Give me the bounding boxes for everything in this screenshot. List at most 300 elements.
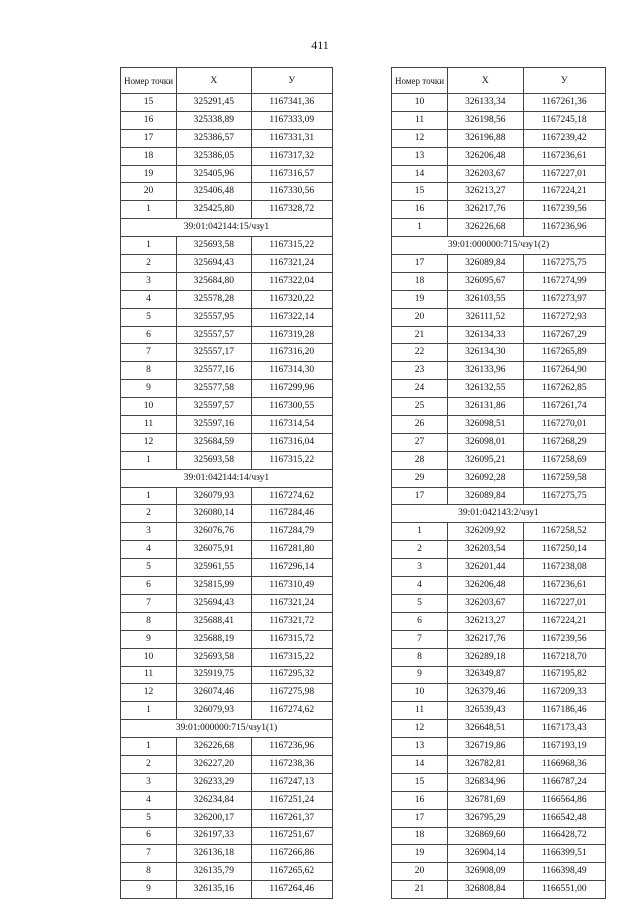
x-coordinate: 326089,84 [448,255,523,273]
x-coordinate: 326213,27 [448,183,523,201]
y-coordinate: 1167274,62 [251,702,332,720]
y-coordinate: 1167250,14 [523,541,605,559]
point-number: 8 [121,863,177,881]
table-row [392,469,606,487]
point-number: 7 [121,594,177,612]
point-number: 7 [121,344,177,362]
x-coordinate: 325688,41 [177,612,251,630]
x-coordinate: 326076,76 [177,523,251,541]
y-coordinate: 1167238,08 [523,559,605,577]
point-number: 1 [392,219,448,237]
table-row [121,684,333,702]
x-coordinate: 325425,80 [177,201,251,219]
parcel-id: 39:01:042143:2/чзу1 [392,505,606,523]
y-coordinate: 1167195,82 [523,666,605,684]
section-row [121,219,333,237]
point-number: 6 [121,326,177,344]
point-number: 15 [392,773,448,791]
table-row [392,559,606,577]
table-row [121,845,333,863]
table-row [392,416,606,434]
y-coordinate: 1167265,89 [523,344,605,362]
table-row [392,183,606,201]
x-coordinate: 326095,21 [448,451,523,469]
y-coordinate: 1167265,62 [251,863,332,881]
y-coordinate: 1167331,31 [251,129,332,147]
y-coordinate: 1167258,52 [523,523,605,541]
table-row [392,666,606,684]
point-number: 8 [121,612,177,630]
point-number: 12 [392,720,448,738]
point-number: 9 [392,666,448,684]
y-coordinate: 1167321,72 [251,612,332,630]
table-row [392,451,606,469]
table-row [121,612,333,630]
table-row [121,881,333,899]
y-coordinate: 1167239,56 [523,630,605,648]
table-row [121,165,333,183]
x-coordinate: 326089,84 [448,487,523,505]
y-coordinate: 1167284,79 [251,523,332,541]
y-coordinate: 1167299,96 [251,380,332,398]
y-coordinate: 1167284,46 [251,505,332,523]
page-number: 411 [311,38,329,52]
y-coordinate: 1167273,97 [523,290,605,308]
point-number: 6 [121,577,177,595]
y-coordinate: 1167272,93 [523,308,605,326]
x-coordinate: 326080,14 [177,505,251,523]
point-number: 1 [121,451,177,469]
y-coordinate: 1167275,75 [523,255,605,273]
point-number: 1 [121,702,177,720]
y-coordinate: 1167275,75 [523,487,605,505]
y-coordinate: 1167315,22 [251,237,332,255]
table-row [392,773,606,791]
point-number: 5 [121,559,177,577]
table-row [121,290,333,308]
parcel-id: 39:01:042144:14/чзу1 [121,469,333,487]
table-row [392,290,606,308]
y-coordinate: 1167330,56 [251,183,332,201]
table-row [392,720,606,738]
y-coordinate: 1167193,19 [523,738,605,756]
x-coordinate: 326349,87 [448,666,523,684]
point-number: 7 [121,845,177,863]
y-coordinate: 1167236,96 [523,219,605,237]
x-coordinate: 326869,60 [448,827,523,845]
y-coordinate: 1167315,22 [251,451,332,469]
point-number: 16 [392,201,448,219]
y-coordinate: 1166551,00 [523,881,605,899]
y-coordinate: 1167317,32 [251,147,332,165]
table-row [121,809,333,827]
y-coordinate: 1166968,36 [523,755,605,773]
point-number: 3 [392,559,448,577]
point-number: 6 [392,612,448,630]
y-coordinate: 1167261,37 [251,809,332,827]
point-number: 1 [121,237,177,255]
table-row [392,702,606,720]
y-coordinate: 1167274,62 [251,487,332,505]
point-number: 8 [121,362,177,380]
x-coordinate: 325577,58 [177,380,251,398]
header-y: У [251,68,332,94]
y-coordinate: 1167316,57 [251,165,332,183]
table-row [121,147,333,165]
x-coordinate: 326134,33 [448,326,523,344]
point-number: 14 [392,755,448,773]
x-coordinate: 325815,99 [177,577,251,595]
y-coordinate: 1167218,70 [523,648,605,666]
x-coordinate: 326131,86 [448,398,523,416]
parcel-id: 39:01:000000:715/чзу1(1) [121,720,333,738]
x-coordinate: 325597,57 [177,398,251,416]
x-coordinate: 326539,43 [448,702,523,720]
x-coordinate: 326098,51 [448,416,523,434]
table-row [392,863,606,881]
point-number: 15 [392,183,448,201]
table-row [392,219,606,237]
table-row [121,398,333,416]
table-row [121,702,333,720]
x-coordinate: 326226,68 [448,219,523,237]
x-coordinate: 325693,58 [177,648,251,666]
x-coordinate: 326227,20 [177,755,251,773]
table-row [392,523,606,541]
table-row [121,326,333,344]
point-number: 11 [121,666,177,684]
x-coordinate: 326074,46 [177,684,251,702]
y-coordinate: 1167261,36 [523,94,605,112]
table-row [392,255,606,273]
y-coordinate: 1167268,29 [523,433,605,451]
y-coordinate: 1167258,69 [523,451,605,469]
point-number: 17 [392,255,448,273]
y-coordinate: 1167251,24 [251,791,332,809]
point-number: 1 [392,523,448,541]
point-number: 10 [392,94,448,112]
point-number: 18 [121,147,177,165]
x-coordinate: 325577,16 [177,362,251,380]
table-row [121,201,333,219]
point-number: 29 [392,469,448,487]
point-number: 16 [121,111,177,129]
table-row [392,791,606,809]
y-coordinate: 1167236,96 [251,738,332,756]
point-number: 3 [121,272,177,290]
x-coordinate: 325557,95 [177,308,251,326]
table-row [392,738,606,756]
header-point-number: Номер точки [392,68,448,94]
y-coordinate: 1167300,55 [251,398,332,416]
x-coordinate: 326132,55 [448,380,523,398]
point-number: 11 [392,702,448,720]
x-coordinate: 325338,89 [177,111,251,129]
header-y: У [523,68,605,94]
table-row [392,308,606,326]
point-number: 25 [392,398,448,416]
table-row [121,755,333,773]
x-coordinate: 326908,09 [448,863,523,881]
y-coordinate: 1167247,13 [251,773,332,791]
table-row [121,344,333,362]
y-coordinate: 1167264,90 [523,362,605,380]
y-coordinate: 1167316,04 [251,433,332,451]
y-coordinate: 1167224,21 [523,183,605,201]
x-coordinate: 326134,30 [448,344,523,362]
x-coordinate: 325406,48 [177,183,251,201]
x-coordinate: 326203,67 [448,594,523,612]
table-row [392,94,606,112]
y-coordinate: 1167310,49 [251,577,332,595]
table-row [121,541,333,559]
table-row [392,684,606,702]
table-row [392,827,606,845]
y-coordinate: 1167186,46 [523,702,605,720]
x-coordinate: 326133,96 [448,362,523,380]
point-number: 17 [392,487,448,505]
point-number: 4 [121,541,177,559]
y-coordinate: 1167319,28 [251,326,332,344]
point-number: 2 [121,505,177,523]
table-row [121,738,333,756]
point-number: 13 [392,738,448,756]
table-row [121,183,333,201]
y-coordinate: 1167264,46 [251,881,332,899]
x-coordinate: 326201,44 [448,559,523,577]
table-row [392,809,606,827]
y-coordinate: 1166542,48 [523,809,605,827]
table-row [392,612,606,630]
point-number: 18 [392,827,448,845]
point-number: 16 [392,791,448,809]
y-coordinate: 1167236,61 [523,147,605,165]
x-coordinate: 325694,43 [177,255,251,273]
x-coordinate: 325597,16 [177,416,251,434]
table-row [392,630,606,648]
table-row [392,147,606,165]
x-coordinate: 325688,19 [177,630,251,648]
point-number: 20 [392,308,448,326]
y-coordinate: 1167262,85 [523,380,605,398]
table-row [392,487,606,505]
y-coordinate: 1167261,74 [523,398,605,416]
table-row [121,863,333,881]
x-coordinate: 326197,33 [177,827,251,845]
y-coordinate: 1167259,58 [523,469,605,487]
table-row [121,416,333,434]
header-point-number: Номер точки [121,68,177,94]
point-number: 6 [121,827,177,845]
x-coordinate: 326648,51 [448,720,523,738]
x-coordinate: 326834,96 [448,773,523,791]
table-row [121,111,333,129]
y-coordinate: 1167314,30 [251,362,332,380]
table-row [392,648,606,666]
point-number: 17 [121,129,177,147]
table-header-row [121,68,333,94]
point-number: 11 [392,111,448,129]
x-coordinate: 325386,05 [177,147,251,165]
table-row [392,272,606,290]
y-coordinate: 1167238,36 [251,755,332,773]
table-row [121,308,333,326]
point-number: 9 [121,630,177,648]
y-coordinate: 1167227,01 [523,165,605,183]
x-coordinate: 326203,67 [448,165,523,183]
x-coordinate: 326079,93 [177,702,251,720]
y-coordinate: 1167321,24 [251,255,332,273]
y-coordinate: 1167267,29 [523,326,605,344]
table-row [121,433,333,451]
table-row [392,577,606,595]
y-coordinate: 1167322,04 [251,272,332,290]
x-coordinate: 326098,01 [448,433,523,451]
table-header-row [392,68,606,94]
point-number: 19 [392,845,448,863]
x-coordinate: 326782,81 [448,755,523,773]
x-coordinate: 325694,43 [177,594,251,612]
table-body-left [121,94,333,899]
point-number: 26 [392,416,448,434]
x-coordinate: 326200,17 [177,809,251,827]
x-coordinate: 325684,59 [177,433,251,451]
y-coordinate: 1167281,80 [251,541,332,559]
point-number: 10 [392,684,448,702]
point-number: 19 [392,290,448,308]
x-coordinate: 326379,46 [448,684,523,702]
point-number: 10 [121,398,177,416]
point-number: 24 [392,380,448,398]
point-number: 22 [392,344,448,362]
x-coordinate: 326198,56 [448,111,523,129]
point-number: 3 [121,773,177,791]
x-coordinate: 326234,84 [177,791,251,809]
x-coordinate: 326206,48 [448,577,523,595]
point-number: 5 [392,594,448,612]
table-row [121,237,333,255]
point-number: 18 [392,272,448,290]
table-row [121,505,333,523]
y-coordinate: 1167296,14 [251,559,332,577]
point-number: 8 [392,648,448,666]
point-number: 17 [392,809,448,827]
table-row [121,773,333,791]
x-coordinate: 326217,76 [448,630,523,648]
table-row [121,648,333,666]
table-row [392,881,606,899]
y-coordinate: 1167245,18 [523,111,605,129]
x-coordinate: 326808,84 [448,881,523,899]
y-coordinate: 1167320,22 [251,290,332,308]
point-number: 4 [392,577,448,595]
y-coordinate: 1167333,09 [251,111,332,129]
point-number: 5 [121,308,177,326]
table-row [392,165,606,183]
table-row [392,398,606,416]
point-number: 2 [392,541,448,559]
x-coordinate: 326289,18 [448,648,523,666]
x-coordinate: 326226,68 [177,738,251,756]
point-number: 2 [121,255,177,273]
table-row [121,255,333,273]
table-row [121,559,333,577]
x-coordinate: 326217,76 [448,201,523,219]
y-coordinate: 1167270,01 [523,416,605,434]
point-number: 9 [121,881,177,899]
point-number: 12 [392,129,448,147]
y-coordinate: 1166428,72 [523,827,605,845]
table-row [121,362,333,380]
section-row [392,237,606,255]
x-coordinate: 325291,45 [177,94,251,112]
y-coordinate: 1167322,14 [251,308,332,326]
y-coordinate: 1166399,51 [523,845,605,863]
table-row [121,791,333,809]
x-coordinate: 326781,69 [448,791,523,809]
x-coordinate: 326209,92 [448,523,523,541]
point-number: 28 [392,451,448,469]
x-coordinate: 326075,91 [177,541,251,559]
point-number: 21 [392,881,448,899]
x-coordinate: 325961,55 [177,559,251,577]
point-number: 12 [121,433,177,451]
table-row [121,827,333,845]
y-coordinate: 1167266,86 [251,845,332,863]
table-row [121,523,333,541]
table-row [121,666,333,684]
point-number: 23 [392,362,448,380]
table-row [121,129,333,147]
table-row [392,344,606,362]
x-coordinate: 325386,57 [177,129,251,147]
header-x: Х [177,68,251,94]
point-number: 14 [392,165,448,183]
x-coordinate: 325578,28 [177,290,251,308]
table-row [392,433,606,451]
x-coordinate: 326079,93 [177,487,251,505]
x-coordinate: 325684,80 [177,272,251,290]
point-number: 7 [392,630,448,648]
x-coordinate: 326135,79 [177,863,251,881]
point-number: 10 [121,648,177,666]
point-number: 5 [121,809,177,827]
x-coordinate: 326133,34 [448,94,523,112]
point-number: 1 [121,487,177,505]
y-coordinate: 1167239,42 [523,129,605,147]
y-coordinate: 1167209,33 [523,684,605,702]
table-row [392,362,606,380]
point-number: 4 [121,791,177,809]
point-number: 15 [121,94,177,112]
table-row [392,201,606,219]
y-coordinate: 1166398,49 [523,863,605,881]
x-coordinate: 325557,17 [177,344,251,362]
header-x: Х [448,68,523,94]
x-coordinate: 325919,75 [177,666,251,684]
y-coordinate: 1167227,01 [523,594,605,612]
table-row [392,594,606,612]
x-coordinate: 326203,54 [448,541,523,559]
x-coordinate: 326206,48 [448,147,523,165]
x-coordinate: 325693,58 [177,237,251,255]
point-number: 12 [121,684,177,702]
y-coordinate: 1167321,24 [251,594,332,612]
table-row [392,380,606,398]
table-row [392,845,606,863]
y-coordinate: 1167239,56 [523,201,605,219]
y-coordinate: 1167224,21 [523,612,605,630]
